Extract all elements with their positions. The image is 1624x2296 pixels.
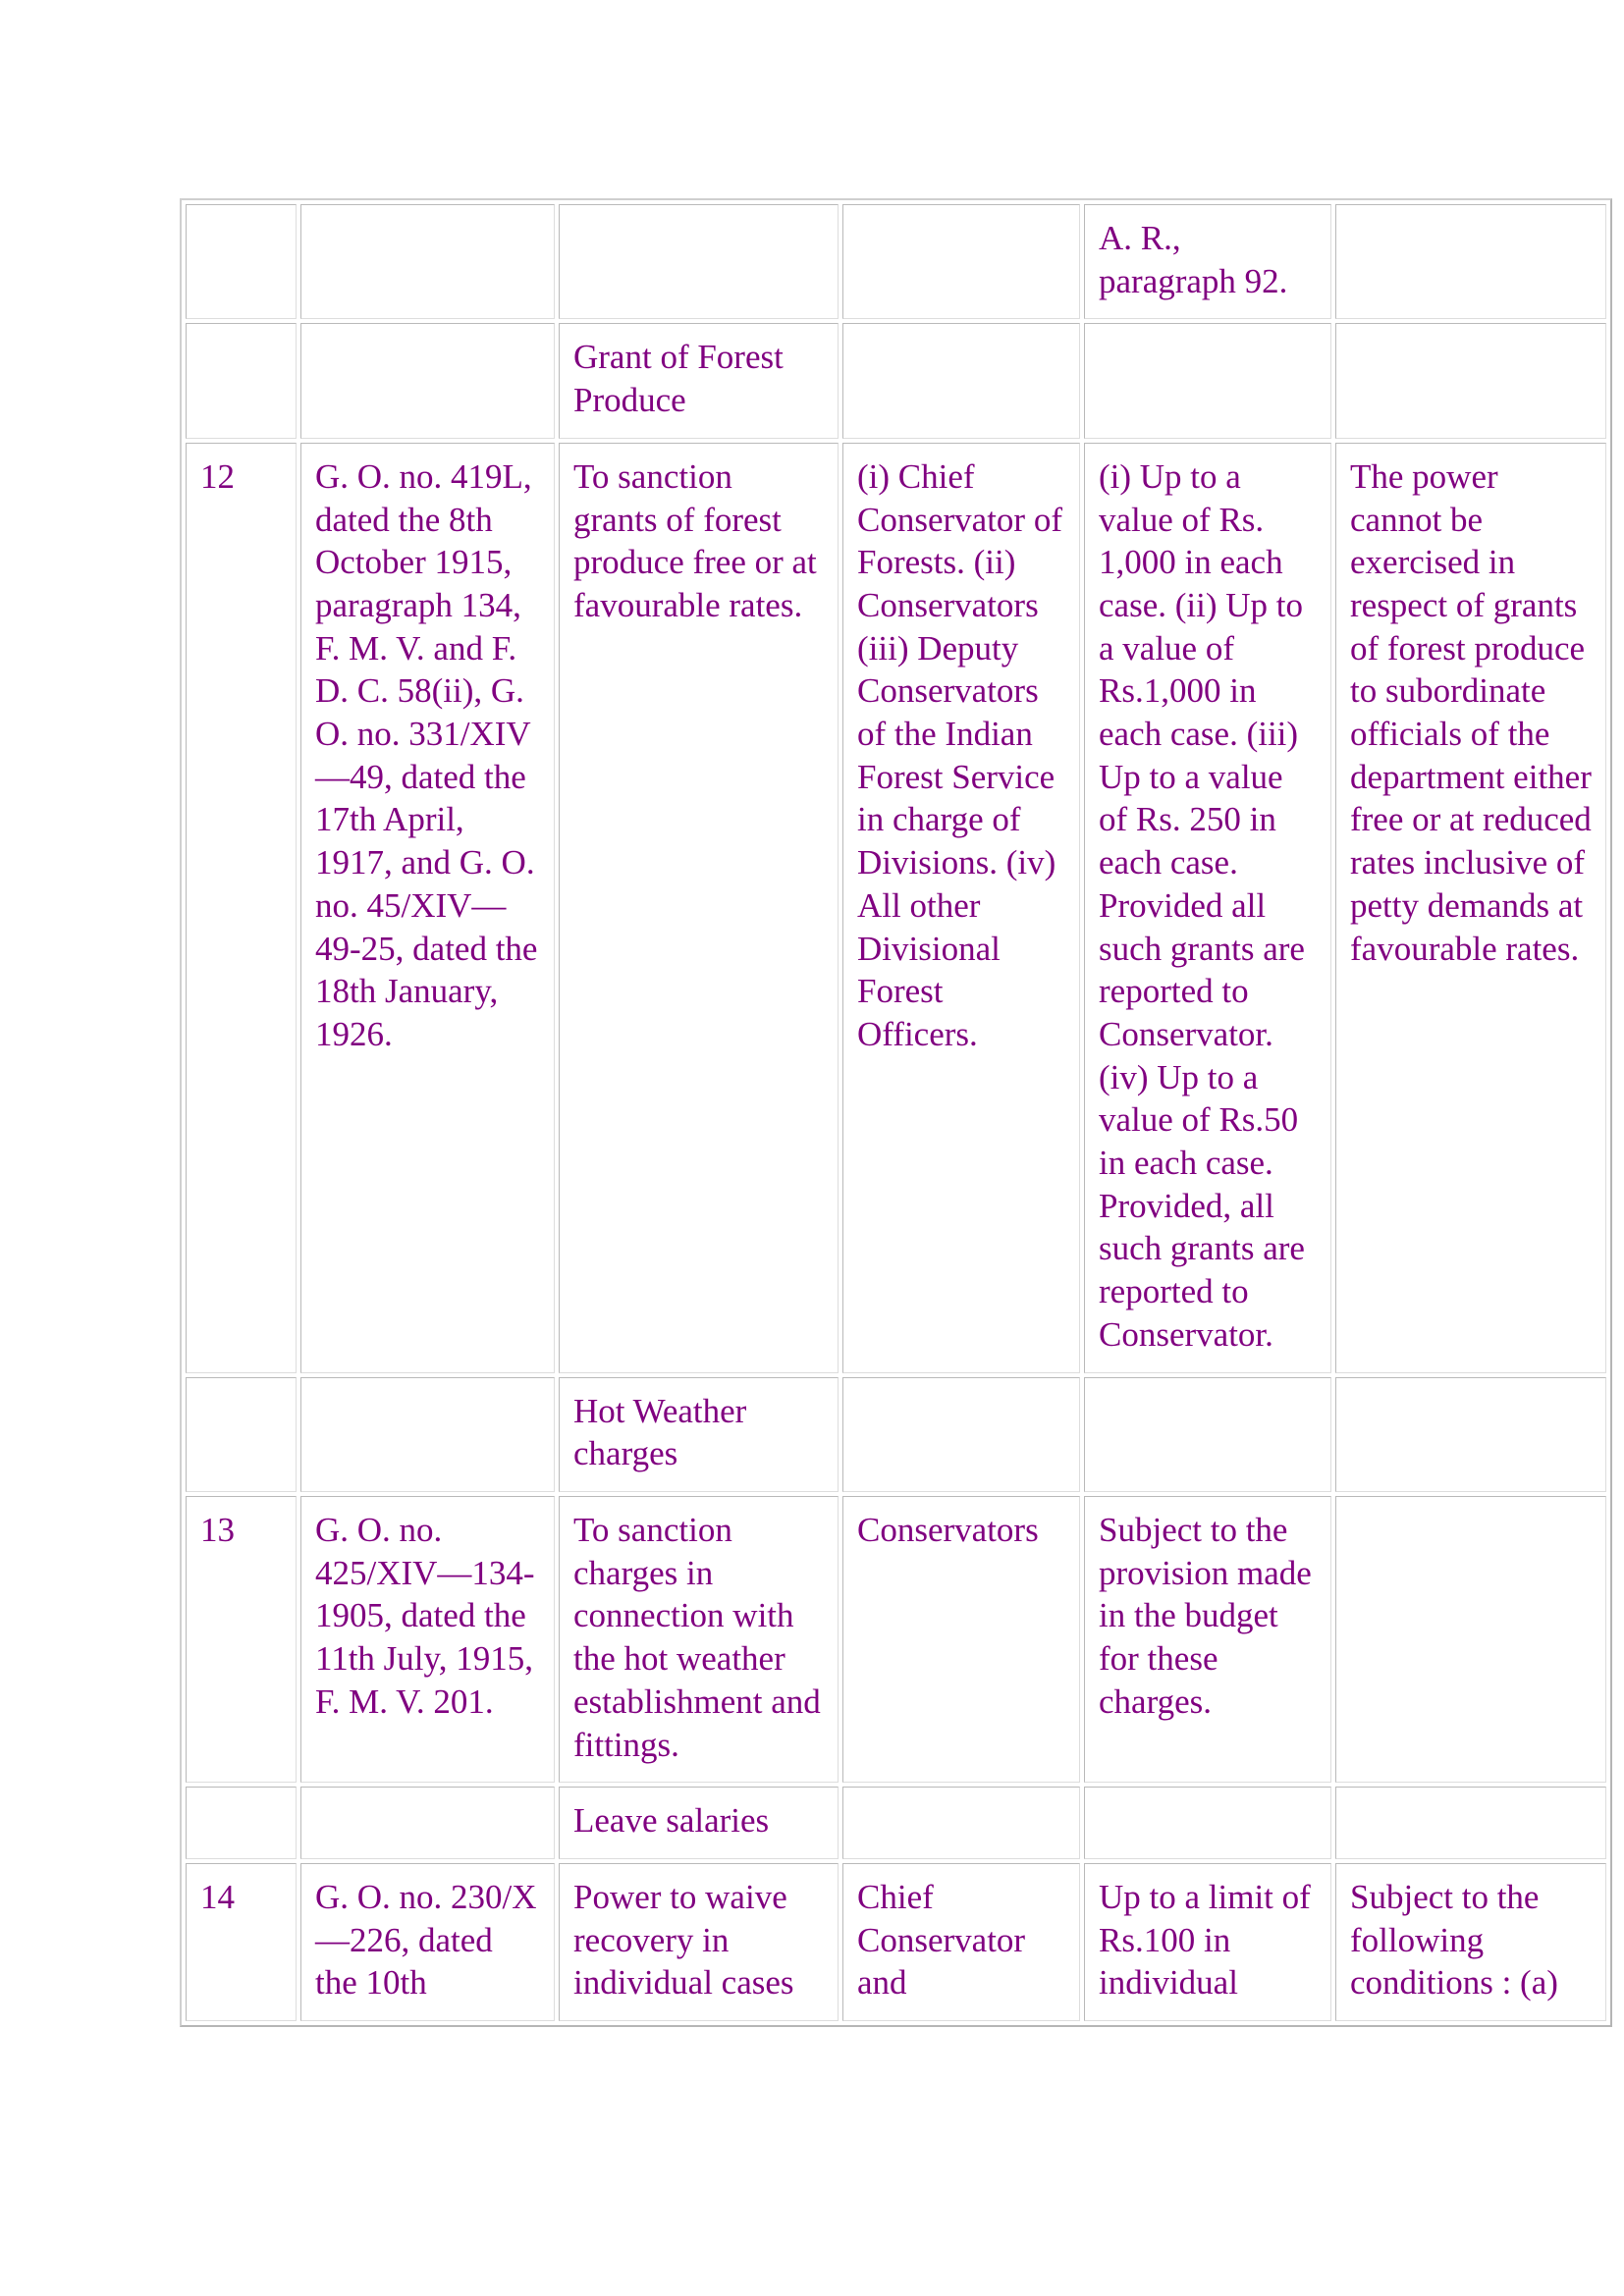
table-row bbox=[186, 1787, 1606, 1859]
remarks-cell bbox=[1335, 323, 1606, 438]
serial-number-cell: 14 bbox=[186, 1863, 297, 2021]
nature-of-power-cell bbox=[559, 204, 839, 319]
authority-cell bbox=[300, 323, 555, 438]
nature-of-power-cell: Power to waive recovery in individual cases bbox=[559, 1863, 839, 2021]
table-row bbox=[186, 1863, 1606, 2021]
officer-cell: Chief Conservator and bbox=[842, 1863, 1080, 2021]
serial-number-cell bbox=[186, 1377, 297, 1492]
officer-cell bbox=[842, 204, 1080, 319]
extent-cell: (i) Up to a value of Rs. 1,000 in each case. (ii) Up to a value of Rs.1,000 in each case. (iii) Up to a value of Rs. 250 in each case. Provided all such grants are reported to Conservator. (iv) Up to a value of Rs.50 in each case. Provided, all such grants are reported to Conservator. bbox=[1084, 443, 1331, 1373]
remarks-cell bbox=[1335, 1787, 1606, 1859]
remarks-cell: The power cannot be exercised in respect of grants of forest produce to subordinate officials of the department either free or at reduced rates inclusive of petty demands at favourable rates. bbox=[1335, 443, 1606, 1373]
extent-cell bbox=[1084, 1787, 1331, 1859]
remarks-cell bbox=[1335, 1496, 1606, 1783]
authority-cell: G. O. no. 230/X—226, dated the 10th bbox=[300, 1863, 555, 2021]
serial-number-cell bbox=[186, 323, 297, 438]
authority-cell bbox=[300, 1787, 555, 1859]
nature-of-power-cell: To sanction charges in connection with the hot weather establishment and fittings. bbox=[559, 1496, 839, 1783]
officer-cell: Conservators bbox=[842, 1496, 1080, 1783]
extent-cell bbox=[1084, 323, 1331, 438]
remarks-cell: Subject to the following conditions : (a) bbox=[1335, 1863, 1606, 2021]
extent-cell: Up to a limit of Rs.100 in individual bbox=[1084, 1863, 1331, 2021]
authority-cell: G. O. no. 419L, dated the 8th October 1915, paragraph 134, F. M. V. and F. D. C. 58(ii), G. O. no. 331/XIV—49, dated the 17th April, 1917, and G. O. no. 45/XIV—49-25, dated the 18th January, 1926. bbox=[300, 443, 555, 1373]
serial-number-cell bbox=[186, 1787, 297, 1859]
officer-cell bbox=[842, 323, 1080, 438]
extent-cell bbox=[1084, 1377, 1331, 1492]
serial-number-cell: 12 bbox=[186, 443, 297, 1373]
authority-cell: G. O. no. 425/XIV—134-1905, dated the 11th July, 1915, F. M. V. 201. bbox=[300, 1496, 555, 1783]
table-row bbox=[186, 323, 1606, 438]
remarks-cell bbox=[1335, 204, 1606, 319]
section-heading-cell: Grant of Forest Produce bbox=[559, 323, 839, 438]
table-row bbox=[186, 1496, 1606, 1783]
table-row bbox=[186, 1377, 1606, 1492]
powers-table bbox=[180, 198, 1612, 2027]
nature-of-power-cell: To sanction grants of forest produce free or at favourable rates. bbox=[559, 443, 839, 1373]
remarks-cell bbox=[1335, 1377, 1606, 1492]
authority-cell bbox=[300, 204, 555, 319]
officer-cell bbox=[842, 1787, 1080, 1859]
section-heading-cell: Leave salaries bbox=[559, 1787, 839, 1859]
extent-cell: A. R., paragraph 92. bbox=[1084, 204, 1331, 319]
table-row bbox=[186, 443, 1606, 1373]
authority-cell bbox=[300, 1377, 555, 1492]
table-row bbox=[186, 204, 1606, 319]
extent-cell: Subject to the provision made in the budget for these charges. bbox=[1084, 1496, 1331, 1783]
serial-number-cell bbox=[186, 204, 297, 319]
officer-cell: (i) Chief Conservator of Forests. (ii) Conservators (iii) Deputy Conservators of the Indian Forest Service in charge of Divisions. (iv) All other Divisional Forest Officers. bbox=[842, 443, 1080, 1373]
officer-cell bbox=[842, 1377, 1080, 1492]
serial-number-cell: 13 bbox=[186, 1496, 297, 1783]
section-heading-cell: Hot Weather charges bbox=[559, 1377, 839, 1492]
